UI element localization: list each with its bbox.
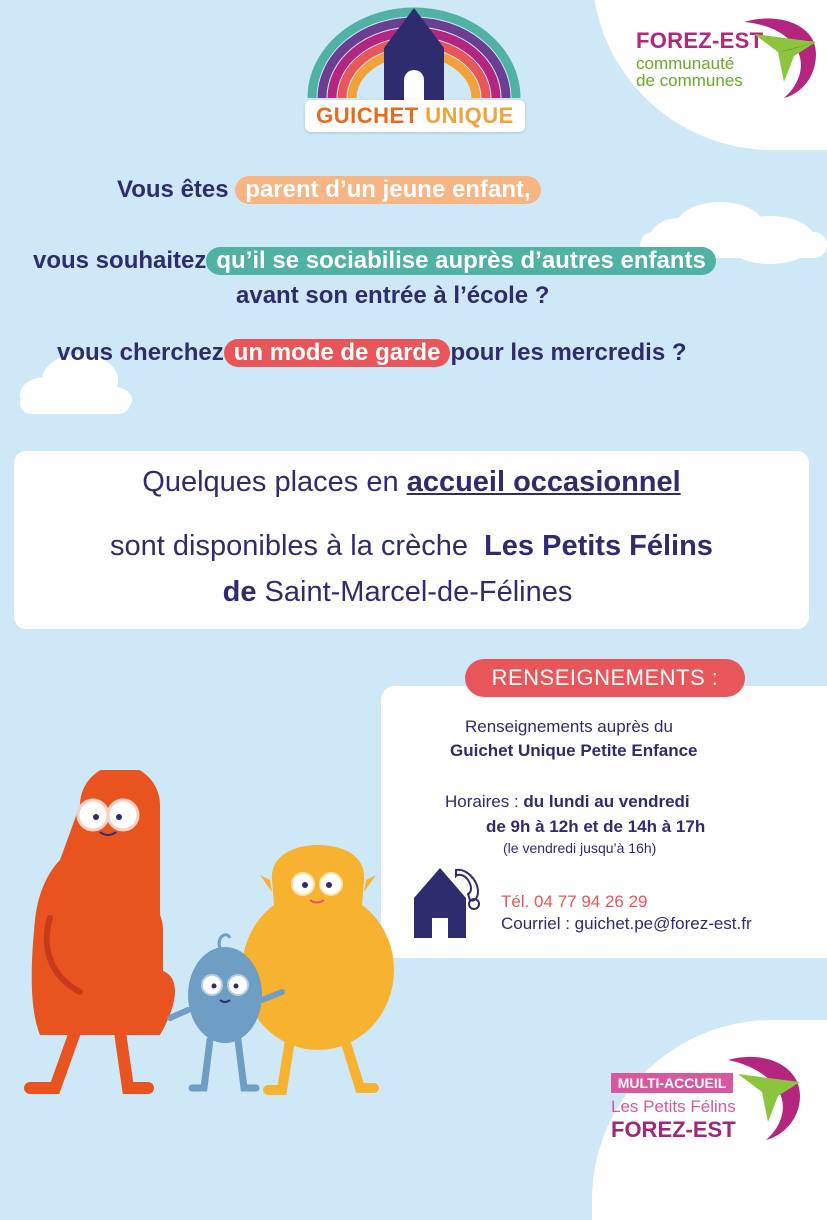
question-3 <box>57 339 687 367</box>
announcement-l2-mid: à la crèche <box>326 530 468 562</box>
announcement-l1-prefix: Quelques places en <box>142 466 399 498</box>
hours-line <box>445 792 690 812</box>
unique-word: UNIQUE <box>425 103 514 128</box>
question-2-highlight: qu’il se sociabilise auprès d’autres enfants <box>206 247 716 275</box>
forez-est-line1: communauté <box>636 54 735 73</box>
question-1-prefix: Vous êtes <box>117 176 229 203</box>
announcement-l3-de: de <box>222 576 257 608</box>
hours-days: du lundi au vendredi <box>523 792 690 811</box>
question-1-highlight: parent d’un jeune enfant, <box>235 176 540 204</box>
email-address[interactable]: Courriel : guichet.pe@forez-est.fr <box>501 914 752 933</box>
announcement-line-2 <box>14 530 809 563</box>
forez-est-line2: de communes <box>636 71 743 90</box>
question-3-suffix: pour les mercredis ? <box>450 339 687 366</box>
forez-est-name: FOREZ-EST <box>636 28 764 53</box>
question-3-highlight: un mode de garde <box>224 339 451 367</box>
question-2 <box>33 247 716 275</box>
hours-times: de 9h à 12h et de 14h à 17h <box>486 817 706 836</box>
family-characters-illustration <box>20 770 410 1110</box>
announcement-l2-prefix: sont disponibles <box>110 530 319 562</box>
forez-est-swoosh-icon <box>722 1052 802 1142</box>
house-phone-icon <box>412 862 482 940</box>
renseignements-header: RENSEIGNEMENTS : <box>465 659 745 697</box>
contact-line-1: Renseignements auprès du <box>465 717 673 736</box>
question-2-line2: avant son entrée à l’école ? <box>236 282 550 309</box>
creche-name: Les Petits Félins <box>484 530 713 562</box>
forez-est-swoosh-icon <box>738 12 820 100</box>
guichet-word: GUICHET <box>316 103 419 128</box>
announcement-line-1 <box>14 466 809 499</box>
place-name: Saint-Marcel-de-Félines <box>264 576 573 608</box>
question-2-prefix: vous souhaitez <box>33 247 207 274</box>
petits-felins-label: Les Petits Félins <box>611 1097 736 1116</box>
announcement-l1-emph: accueil occasionnel <box>406 466 681 498</box>
question-3-prefix: vous cherchez <box>57 339 224 366</box>
announcement-line-3 <box>0 576 795 609</box>
hours-label: Horaires : <box>445 792 519 811</box>
phone-number[interactable]: Tél. 04 77 94 26 29 <box>501 892 648 911</box>
guichet-unique-label <box>305 100 525 132</box>
question-1 <box>117 176 541 204</box>
multi-accueil-tag: MULTI-ACCUEIL <box>611 1073 733 1093</box>
contact-line-2: Guichet Unique Petite Enfance <box>450 741 698 760</box>
hours-note: (le vendredi jusqu’à 16h) <box>503 840 657 856</box>
forez-est-footer-name: FOREZ-EST <box>611 1117 736 1142</box>
